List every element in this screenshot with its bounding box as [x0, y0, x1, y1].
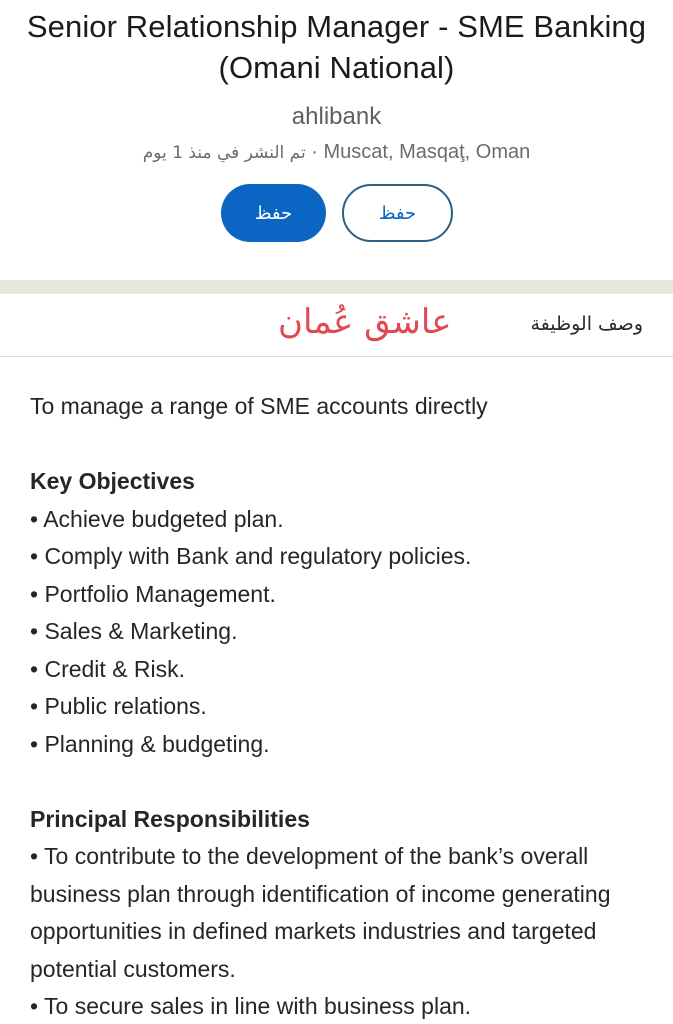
- principal-responsibilities-heading: Principal Responsibilities: [30, 805, 310, 832]
- job-meta: [0, 141, 673, 164]
- description-section-header: [0, 294, 673, 357]
- list-item: • Comply with Bank and regulatory policies.: [30, 538, 655, 576]
- list-item: • To secure sales in line with business plan.: [30, 988, 655, 1024]
- list-item: • Portfolio Management.: [30, 576, 655, 614]
- watermark-text: عاشق عُمان: [278, 302, 452, 342]
- list-item: • Planning & budgeting.: [30, 726, 655, 764]
- meta-separator: ·: [311, 141, 318, 163]
- save-button-primary[interactable]: حفظ: [221, 184, 326, 242]
- list-item: • Achieve budgeted plan.: [30, 501, 655, 539]
- list-item: • Public relations.: [30, 688, 655, 726]
- list-item: • To contribute to the development of the bank’s overall business plan through identification of income generating opportunities in defined markets industries and targeted potential customers.: [30, 838, 655, 988]
- job-location: Muscat, Masqaţ, Oman: [323, 141, 531, 163]
- list-item: • Sales & Marketing.: [30, 613, 655, 651]
- company-name[interactable]: ahlibank: [291, 103, 382, 130]
- job-title: Senior Relationship Manager - SME Banking (Omani National): [26, 9, 647, 85]
- section-divider: [0, 280, 673, 294]
- section-title: وصف الوظيفة: [530, 313, 643, 335]
- posted-time: تم النشر في منذ 1 يوم: [142, 143, 306, 163]
- key-objectives-heading: Key Objectives: [30, 468, 195, 494]
- list-item: • Credit & Risk.: [30, 651, 655, 689]
- description-intro: To manage a range of SME accounts directly: [30, 393, 488, 419]
- job-description: [30, 388, 655, 1024]
- save-button-secondary[interactable]: حفظ: [342, 184, 453, 242]
- job-header: [0, 0, 673, 280]
